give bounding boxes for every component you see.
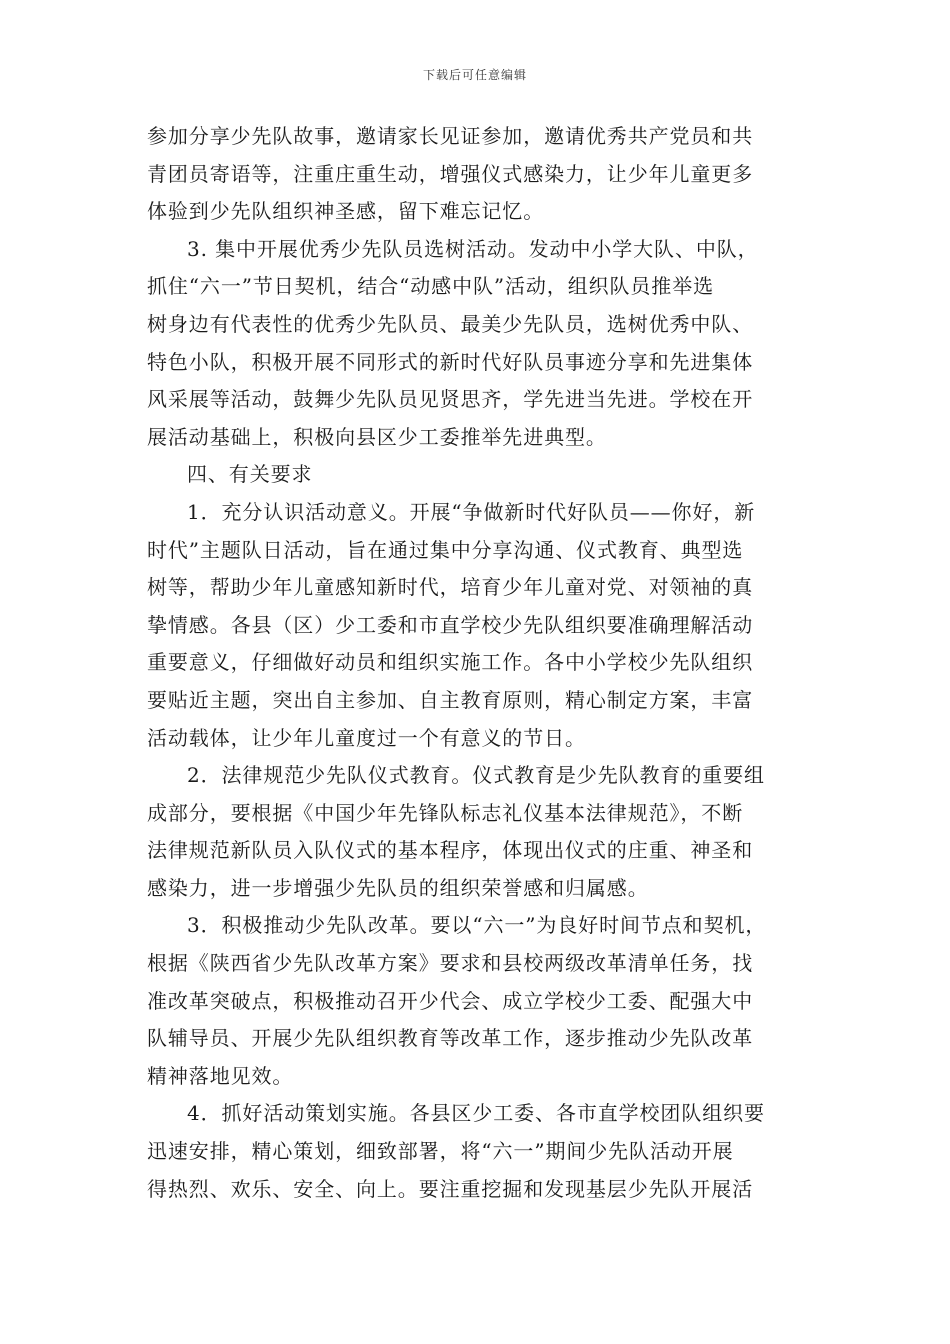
text-line: 特色小队，积极开展不同形式的新时代好队员事迹分享和先进集体 [147, 349, 754, 374]
text-line: 要贴近主题，突出自主参加、自主教育原则，精心制定方案，丰富 [147, 687, 754, 712]
text-line: 树身边有代表性的优秀少先队员、最美少先队员，选树优秀中队、 [147, 311, 754, 336]
text-line: 展活动基础上，积极向县区少工委推举先进典型。 [147, 424, 607, 449]
text-line: 队辅导员、开展少先队组织教育等改革工作，逐步推动少先队改革 [147, 1026, 754, 1051]
text-line: 感染力，进一步增强少先队员的组织荣誉感和归属感。 [147, 875, 649, 900]
text-line: 准改革突破点，积极推动召开少代会、成立学校少工委、配强大中 [147, 988, 754, 1013]
text-line: 2．法律规范少先队仪式教育。仪式教育是少先队教育的重要组 [187, 763, 765, 788]
text-line: 风采展等活动，鼓舞少先队员见贤思齐，学先进当先进。学校在开 [147, 387, 754, 412]
text-line: 活动载体，让少年儿童度过一个有意义的节日。 [147, 725, 586, 750]
text-line: 3．积极推动少先队改革。要以“六一”为良好时间节点和契机， [187, 913, 767, 938]
text-line: 抓住“六一”节日契机，结合“动感中队”活动，组织队员推举选 [147, 274, 714, 299]
text-line: 法律规范新队员入队仪式的基本程序，体现出仪式的庄重、神圣和 [147, 838, 754, 863]
text-line: 3. 集中开展优秀少先队员选树活动。发动中小学大队、中队， [187, 236, 759, 261]
text-line: 重要意义，仔细做好动员和组织实施工作。各中小学校少先队组织 [147, 650, 754, 675]
page-header-note: 下载后可任意编辑 [422, 68, 527, 82]
text-line: 参加分享少先队故事，邀请家长见证参加，邀请优秀共产党员和共 [147, 124, 754, 148]
text-line: 挚情感。各县（区）少工委和市直学校少先队组织要准确理解活动 [147, 612, 754, 637]
text-line: 精神落地见效。 [147, 1063, 294, 1088]
text-line: 迅速安排，精心策划，细致部署，将“六一”期间少先队活动开展 [147, 1139, 734, 1164]
text-line: 时代”主题队日活动，旨在通过集中分享沟通、仪式教育、典型选 [147, 537, 744, 562]
text-line: 根据《陕西省少先队改革方案》要求和县校两级改革清单任务，找 [147, 951, 754, 976]
text-line: 成部分，要根据《中国少年先锋队标志礼仪基本法律规范》，不断 [147, 800, 744, 825]
document-body [147, 118, 807, 1208]
text-line: 树等，帮助少年儿童感知新时代，培育少年儿童对党、对领袖的真 [147, 575, 754, 600]
text-line: 青团员寄语等，注重庄重生动，增强仪式感染力，让少年儿童更多 [147, 161, 754, 186]
text-line: 四、有关要求 [187, 462, 313, 487]
text-line: 得热烈、欢乐、安全、向上。要注重挖掘和发现基层少先队开展活 [147, 1176, 754, 1201]
text-line: 体验到少先队组织神圣感，留下难忘记忆。 [147, 199, 545, 224]
text-line: 1．充分认识活动意义。开展“争做新时代好队员——你好，新 [187, 499, 756, 524]
text-line: 4．抓好活动策划实施。各县区少工委、各市直学校团队组织要 [187, 1101, 765, 1126]
